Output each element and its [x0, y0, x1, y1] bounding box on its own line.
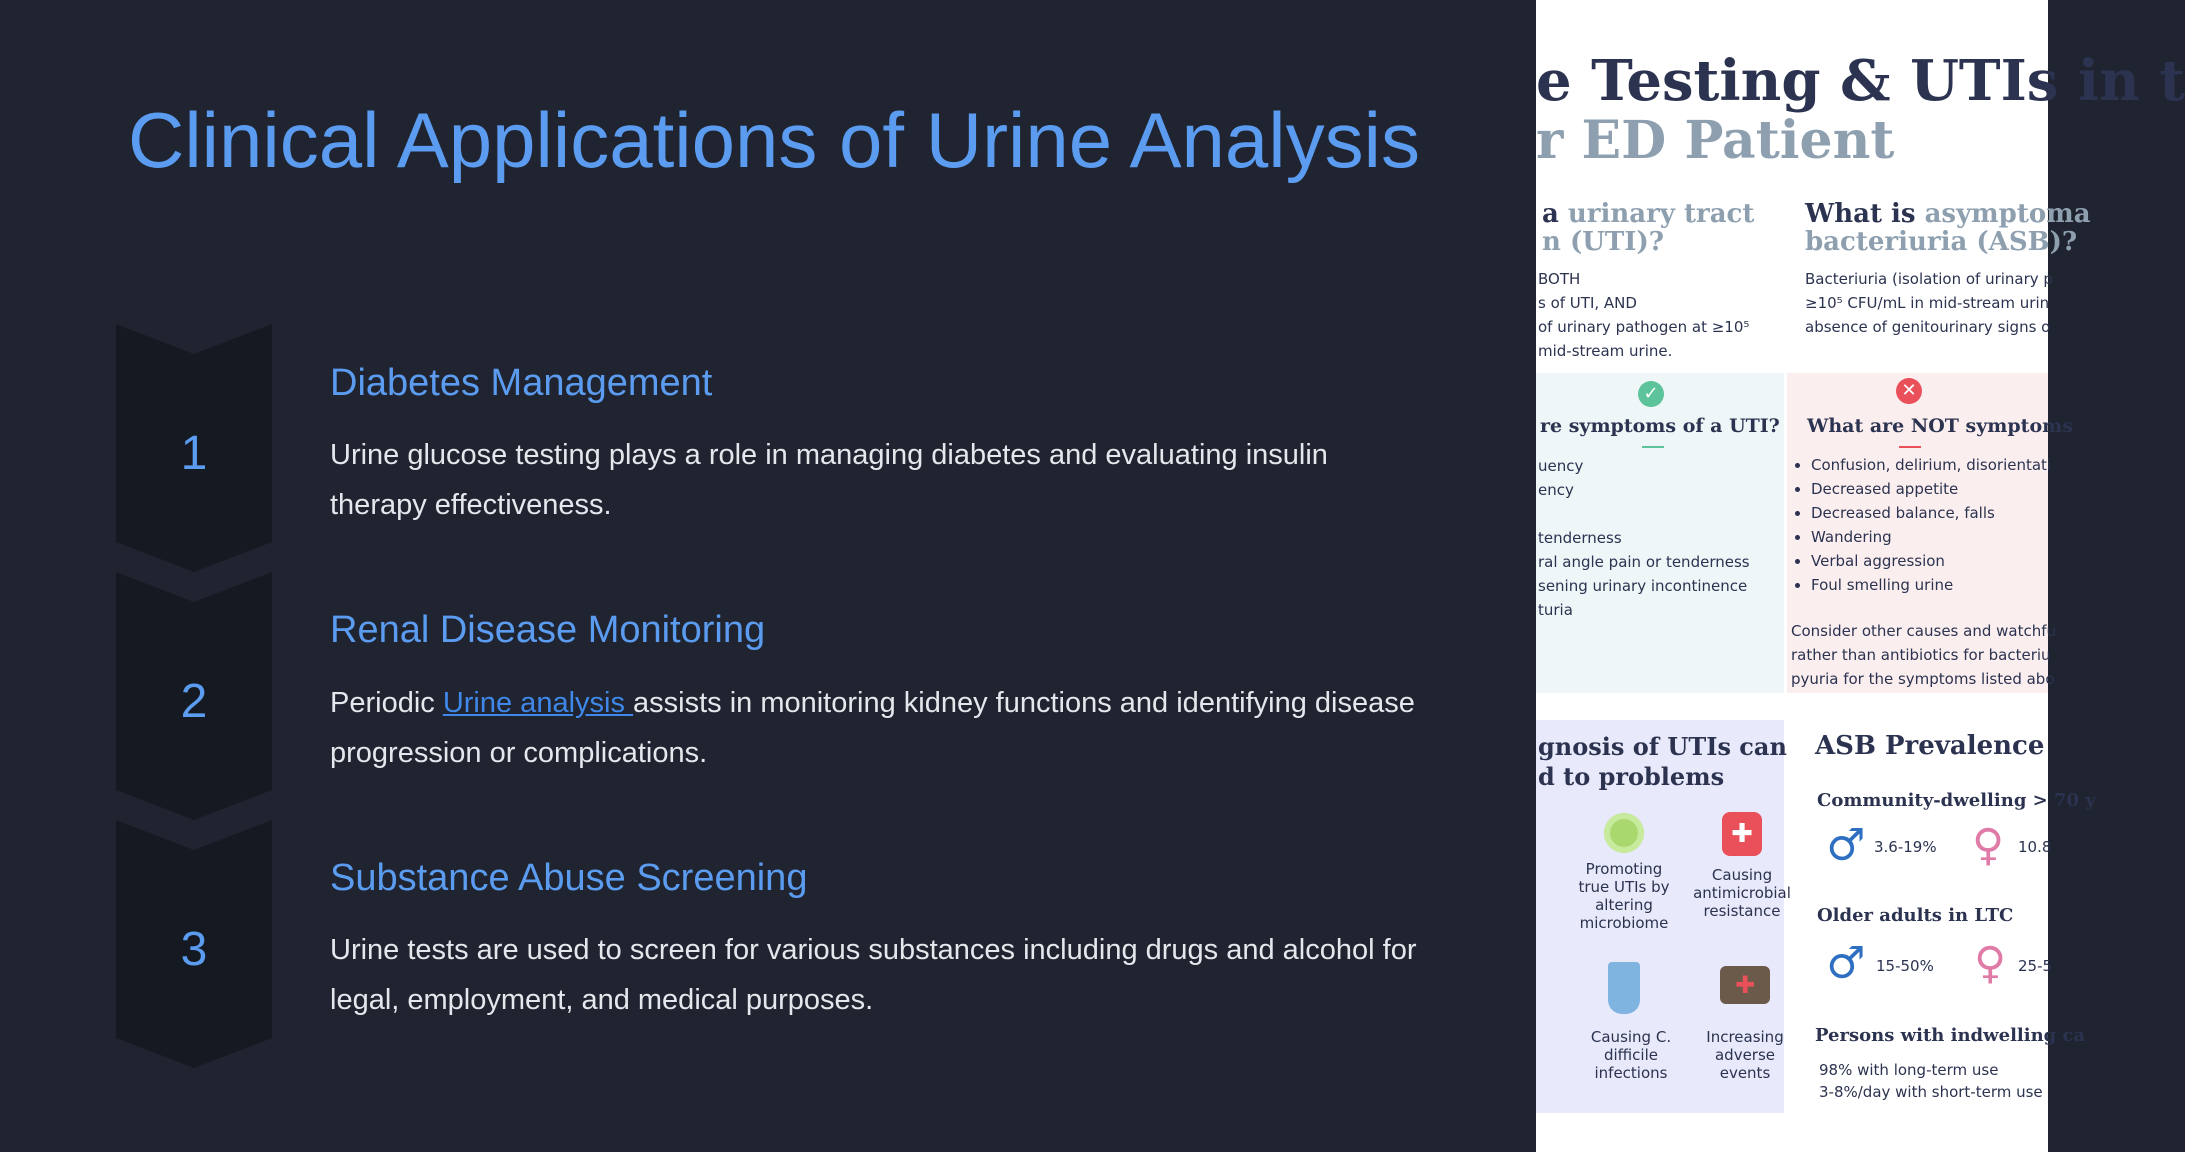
- divider: [1642, 446, 1664, 448]
- icon-label-microbiome: Promoting true UTIs by altering microbiome: [1578, 860, 1670, 932]
- community-female-value: 10.8: [2018, 838, 2052, 856]
- icon-label-cdiff: Causing C. difficile infections: [1590, 1028, 1672, 1082]
- list-item: • Foul smelling urine: [1811, 573, 2051, 597]
- female-icon: ♀: [1974, 938, 2007, 989]
- ltc-male-value: 15-50%: [1876, 957, 1934, 975]
- icon-label-adverse: Increasing adverse events: [1706, 1028, 1784, 1082]
- list-item: • Verbal aggression: [1811, 549, 2051, 573]
- uti-infographic: [1536, 0, 2185, 1152]
- not-symptoms-heading: What are NOT symptoms: [1807, 415, 2073, 437]
- item-text-diabetes: Urine glucose testing plays a role in managing diabetes and evaluating insulin therapy effectiveness.: [330, 439, 1328, 521]
- uti-definition: BOTH s of UTI, AND of urinary pathogen at ≥10⁵ mid-stream urine.: [1538, 270, 1750, 360]
- uti-question: a urinary tract n (UTI)?: [1542, 199, 1755, 257]
- not-symptoms-list: [1791, 453, 2051, 597]
- microbe-icon: [1604, 813, 1644, 853]
- x-circle-icon: ✕: [1896, 378, 1922, 404]
- uti-symptoms-heading: re symptoms of a UTI?: [1540, 415, 1780, 437]
- poster-subtitle: r ED Patient: [1536, 110, 1895, 171]
- checkmark-icon: ✓: [1638, 381, 1664, 407]
- asb-definition: Bacteriuria (isolation of urinary p ≥10⁵ CFU/mL in mid-stream urin absence of genitourinary signs o: [1805, 270, 2053, 336]
- community-male-value: 3.6-19%: [1874, 838, 1937, 856]
- icon-label-resistance: Causing antimicrobial resistance: [1693, 866, 1791, 920]
- renal-text-start: Periodic: [330, 687, 443, 719]
- first-aid-kit-icon: ✚: [1720, 966, 1770, 1004]
- item-text-substance: Urine tests are used to screen for various substances including drugs and alcohol for legal, employment, and medical purposes.: [330, 934, 1417, 1016]
- ltc-label: Older adults in LTC: [1817, 905, 2014, 926]
- poster-title: e Testing & UTIs in t: [1536, 48, 2185, 114]
- urine-analysis-link[interactable]: Urine analysis: [442, 687, 634, 719]
- item-heading-substance: Substance Abuse Screening: [330, 857, 808, 899]
- step-number-2: 2: [180, 675, 208, 728]
- renal-text-end: assists in monitoring kidney functions and identifying disease progression or complications.: [330, 687, 1415, 769]
- item-heading-diabetes: Diabetes Management: [330, 362, 713, 404]
- divider: [1899, 446, 1921, 448]
- ltc-female-value: 25-5: [2018, 957, 2053, 975]
- female-icon: ♀: [1972, 820, 2005, 871]
- misdiagnosis-heading: gnosis of UTIs can d to problems: [1538, 732, 1787, 791]
- slide-title: Clinical Applications of Urine Analysis: [128, 96, 1420, 184]
- list-item: • Decreased balance, falls: [1811, 501, 2051, 525]
- list-item: • Wandering: [1811, 525, 2051, 549]
- list-item: • Decreased appetite: [1811, 477, 2051, 501]
- not-symptoms-note: Consider other causes and watchfu rather than antibiotics for bacteriu pyuria for the symptoms listed abo: [1791, 622, 2056, 688]
- step-number-3: 3: [180, 923, 208, 976]
- male-icon: ♂: [1826, 820, 1866, 871]
- medicine-bottle-icon: ✚: [1722, 812, 1762, 856]
- item-text-renal: [330, 678, 1430, 778]
- community-label: Community-dwelling > 70 y: [1817, 790, 2096, 811]
- uti-symptoms-list: uency ency tenderness ral angle pain or tenderness sening urinary incontinence turia: [1538, 457, 1750, 619]
- asb-question: What is asymptoma bacteriuria (ASB)?: [1805, 199, 2091, 257]
- catheter-label: Persons with indwelling ca: [1815, 1025, 2086, 1046]
- male-icon: ♂: [1826, 938, 1866, 989]
- catheter-values: 98% with long-term use 3-8%/day with short-term use: [1819, 1061, 2043, 1101]
- list-item: • Confusion, delirium, disorientati: [1811, 453, 2051, 477]
- prevalence-heading: ASB Prevalence: [1815, 731, 2045, 761]
- toilet-icon: [1608, 962, 1640, 1014]
- item-heading-renal: Renal Disease Monitoring: [330, 609, 766, 651]
- step-number-1: 1: [180, 427, 208, 480]
